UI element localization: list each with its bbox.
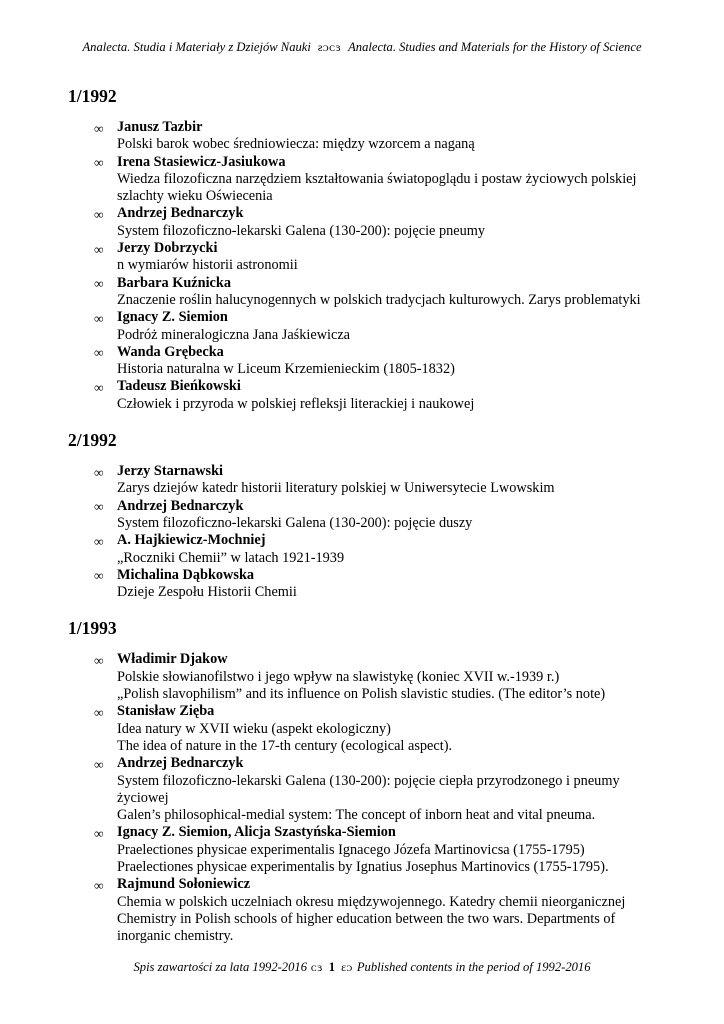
entry-title-line: Polski barok wobec średniowiecza: między wzorcem a naganą xyxy=(117,136,475,153)
entry-title-line: Wiedza filozoficzna narzędziem kształtowania światopoglądu i postaw życiowych polskiej xyxy=(117,170,637,187)
entry-title-lines xyxy=(117,223,668,240)
entry-title-lines xyxy=(117,136,668,153)
entry-title-line: „Roczniki Chemii” w latach 1921-1939 xyxy=(117,549,345,566)
entry-title-line: The idea of nature in the 17-th century (ecological aspect). xyxy=(117,737,453,754)
entry-authors: Jerzy Starnawski xyxy=(117,463,224,480)
entry-authors: Tadeusz Bieńkowski xyxy=(117,378,241,395)
section-heading: 1/1993 xyxy=(68,618,117,639)
section-heading: 1/1992 xyxy=(68,86,117,106)
infinity-bullet-icon: ∞ xyxy=(94,379,104,395)
entry-authors: Stanisław Zięba xyxy=(117,703,215,720)
entry-title-line: Historia naturalna w Liceum Krzemienieckim (1805-1832) xyxy=(117,361,455,378)
toc-entry xyxy=(94,343,668,379)
entry-authors: Andrzej Bednarczyk xyxy=(117,755,244,772)
toc-entry xyxy=(94,378,668,413)
entry-title-line: Chemia w polskich uczelniach okresu międzywojennego. Katedry chemii nieorganicznej xyxy=(117,893,626,910)
entry-title-line: Chemistry in Polish schools of higher education between the two wars. Departments of xyxy=(117,910,616,927)
toc-entry xyxy=(94,566,668,602)
entry-title-line: inorganic chemistry. xyxy=(117,928,234,945)
entry-authors: A. Hajkiewicz-Mochniej xyxy=(117,532,266,549)
entry-title-lines xyxy=(117,584,668,601)
entry-title-lines xyxy=(117,550,668,567)
infinity-bullet-icon: ∞ xyxy=(94,704,104,720)
infinity-bullet-icon: ∞ xyxy=(94,206,104,222)
entry-title-line: Podróż mineralogiczna Jana Jaśkiewicza xyxy=(117,326,351,343)
toc-entry xyxy=(94,205,668,240)
toc-entry xyxy=(94,153,668,206)
entry-title-lines xyxy=(117,515,668,532)
footer-right-fleuron-icon: ɛᴐ xyxy=(341,960,353,974)
entry-authors: Rajmund Sołoniewicz xyxy=(117,876,251,893)
infinity-bullet-icon: ∞ xyxy=(94,120,104,136)
entry-title-lines xyxy=(117,842,668,877)
toc-entry xyxy=(94,463,668,498)
infinity-bullet-icon: ∞ xyxy=(94,756,104,772)
toc-entry xyxy=(94,240,668,275)
toc-entry xyxy=(94,274,668,310)
entry-title-lines xyxy=(117,721,668,756)
entry-authors: Władimir Djakow xyxy=(117,651,228,668)
infinity-bullet-icon: ∞ xyxy=(94,464,104,480)
entry-title-lines xyxy=(117,396,668,413)
infinity-bullet-icon: ∞ xyxy=(94,652,104,668)
infinity-bullet-icon: ∞ xyxy=(94,568,104,584)
entry-title-line: „Polish slavophilism” and its influence on Polish slavistic studies. (The editor’s note) xyxy=(117,686,606,703)
entry-title-line: System filozoficzno-lekarski Galena (130-200): pojęcie duszy xyxy=(117,514,473,531)
entry-list xyxy=(68,119,668,413)
entry-authors: Barbara Kuźnicka xyxy=(117,274,231,291)
entry-title-line: Praelectiones physicae experimentalis Ignacego Józefa Martinovicsa (1755-1795) xyxy=(117,841,585,858)
entry-title-line: Dzieje Zespołu Historii Chemii xyxy=(117,584,297,601)
infinity-bullet-icon: ∞ xyxy=(94,877,104,893)
running-header xyxy=(0,40,724,55)
entry-title-line: życiowej xyxy=(117,789,169,806)
toc-entry xyxy=(94,876,668,945)
entry-title-lines xyxy=(117,894,668,946)
toc-section xyxy=(68,430,668,601)
infinity-bullet-icon: ∞ xyxy=(94,155,104,171)
header-polish-title: Analecta. Studia i Materiały z Dziejów Nauki xyxy=(82,40,311,54)
entry-title-lines xyxy=(117,327,668,344)
toc-entry xyxy=(94,119,668,154)
entry-authors: Irena Stasiewicz-Jasiukowa xyxy=(117,153,286,170)
page-number: 1 xyxy=(328,960,336,974)
toc-entry xyxy=(94,824,668,876)
toc-section xyxy=(68,86,668,413)
footer-polish-text: Spis zawartości za lata 1992-2016 xyxy=(133,960,307,974)
entry-authors: Janusz Tazbir xyxy=(117,119,203,135)
footer-left-fleuron-icon: ᴄɜ xyxy=(311,960,323,974)
toc-entry xyxy=(94,651,668,703)
infinity-bullet-icon: ∞ xyxy=(94,825,104,841)
toc-content xyxy=(68,86,668,945)
toc-entry xyxy=(94,309,668,344)
entry-authors: Ignacy Z. Siemion, Alicja Szastyńska-Siemion xyxy=(117,824,396,841)
entry-title-lines xyxy=(117,480,668,497)
infinity-bullet-icon: ∞ xyxy=(94,499,104,515)
entry-authors: Michalina Dąbkowska xyxy=(117,566,255,583)
entry-title-line: Polskie słowianofilstwo i jego wpływ na slawistykę (koniec XVII w.-1939 r.) xyxy=(117,668,560,685)
entry-authors: Andrzej Bednarczyk xyxy=(117,497,244,514)
entry-title-line: n wymiarów historii astronomii xyxy=(117,257,298,274)
entry-title-line: System filozoficzno-lekarski Galena (130-200): pojęcie ciepła przyrodzonego i pneumy xyxy=(117,772,620,789)
entry-title-line: System filozoficzno-lekarski Galena (130-200): pojęcie pneumy xyxy=(117,222,486,239)
entry-title-line: Idea natury w XVII wieku (aspekt ekologiczny) xyxy=(117,720,391,737)
infinity-bullet-icon: ∞ xyxy=(94,345,104,361)
entry-authors: Wanda Grębecka xyxy=(117,343,224,360)
entry-title-line: Człowiek i przyroda w polskiej refleksji literackiej i naukowej xyxy=(117,395,475,412)
entry-title-line: szlachty wieku Oświecenia xyxy=(117,188,273,205)
entry-title-line: Praelectiones physicae experimentalis by Ignatius Josephus Martinovics (1755-1795). xyxy=(117,858,609,875)
entry-title-lines xyxy=(117,669,668,704)
toc-entry xyxy=(94,532,668,567)
toc-entry xyxy=(94,497,668,533)
entry-authors: Ignacy Z. Siemion xyxy=(117,309,228,326)
entry-title-line: Galen’s philosophical-medial system: The concept of inborn heat and vital pneuma. xyxy=(117,807,596,824)
entry-title-lines xyxy=(117,773,668,825)
toc-section xyxy=(68,618,668,945)
entry-title-lines xyxy=(117,257,668,274)
section-heading: 2/1992 xyxy=(68,430,117,451)
infinity-bullet-icon: ∞ xyxy=(94,276,104,292)
infinity-bullet-icon: ∞ xyxy=(94,533,104,549)
entry-list xyxy=(68,463,668,601)
toc-entry xyxy=(94,703,668,755)
entry-title-lines xyxy=(117,292,668,309)
header-fleuron-ornament: ƨᴐᴄɜ xyxy=(317,40,342,54)
running-footer xyxy=(0,960,724,975)
entry-title-lines xyxy=(117,361,668,378)
entry-list xyxy=(68,651,668,945)
entry-title-line: Zarys dziejów katedr historii literatury polskiej w Uniwersytecie Lwowskim xyxy=(117,480,555,497)
infinity-bullet-icon: ∞ xyxy=(94,310,104,326)
infinity-bullet-icon: ∞ xyxy=(94,241,104,257)
entry-title-lines xyxy=(117,171,668,206)
entry-title-line: Znaczenie roślin halucynogennych w polskich tradycjach kulturowych. Zarys problematyki xyxy=(117,291,641,308)
footer-english-text: Published contents in the period of 1992-2016 xyxy=(356,960,591,974)
toc-entry xyxy=(94,755,668,824)
header-english-title: Analecta. Studies and Materials for the History of Science xyxy=(348,40,642,54)
entry-authors: Andrzej Bednarczyk xyxy=(117,205,244,222)
entry-authors: Jerzy Dobrzycki xyxy=(117,240,218,257)
